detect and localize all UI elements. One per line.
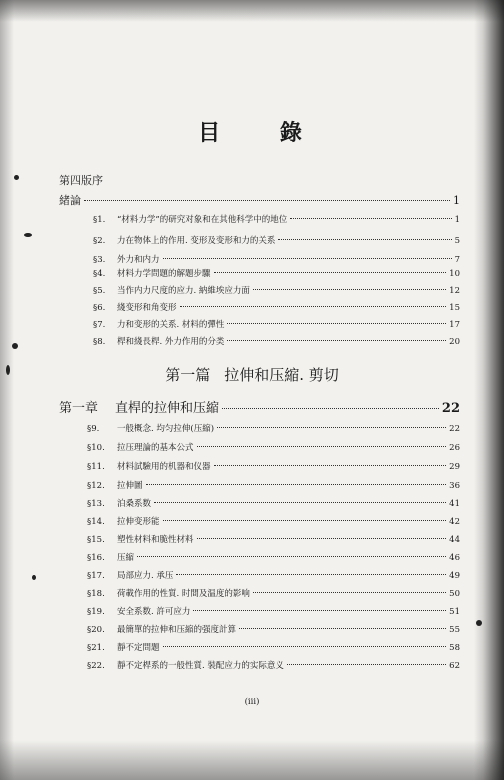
section-title: 安全系数. 許可应力 [117, 607, 191, 617]
section-number: §11. [87, 462, 105, 472]
section-title: 外力和内力 [117, 255, 160, 265]
leader-dots [278, 239, 451, 240]
section-title: 局部应力. 承压 [117, 571, 174, 581]
section-page: 1 [454, 215, 460, 225]
toc-section [93, 335, 460, 349]
toc-entry-preface [59, 172, 460, 188]
toc-section [87, 623, 460, 637]
section-title: 荷載作用的性質. 时間及温度的影响 [117, 589, 250, 599]
leader-dots [253, 592, 446, 593]
section-title: 力在物体上的作用. 变形及变形和力的关系 [117, 236, 276, 246]
leader-dots [176, 574, 446, 575]
scan-speck [24, 233, 32, 237]
leader-dots [290, 218, 451, 219]
section-title: 泊桑系数 [117, 499, 152, 509]
entry-title: 緒論 [59, 194, 81, 207]
leader-dots [214, 272, 447, 273]
section-title: 最簡單的拉伸和压縮的强度計算 [117, 625, 237, 635]
section-title: 当作内力尺度的应力. 納維埃应力面 [117, 286, 250, 296]
entry-title: 第四版序 [59, 174, 103, 187]
toc-entry-intro [59, 192, 460, 208]
section-title: 拉压理論的基本公式 [117, 443, 194, 453]
toc-section [87, 515, 460, 529]
toc-section [93, 213, 460, 227]
section-number: §13. [87, 499, 105, 509]
toc-section [87, 551, 460, 565]
section-page: 36 [449, 481, 460, 491]
chapter-title: 直桿的拉伸和压縮 [115, 401, 220, 415]
toc-section [87, 569, 460, 583]
section-title: 塑性材料和脆性材料 [117, 535, 194, 545]
toc-section [87, 479, 460, 493]
scan-speck [14, 175, 19, 180]
section-title: 綫变形和角变形 [117, 303, 177, 313]
section-page: 41 [449, 499, 460, 509]
leader-dots [227, 323, 446, 324]
toc-section [93, 267, 460, 281]
section-page: 17 [449, 320, 460, 330]
toc-section [87, 441, 460, 455]
toc-section [87, 605, 460, 619]
section-page: 15 [449, 303, 460, 313]
section-number: §10. [87, 443, 105, 453]
section-page: 42 [449, 517, 460, 527]
section-number: §18. [87, 589, 105, 599]
leader-dots [154, 502, 446, 503]
part-label: 第一篇 [165, 366, 211, 384]
section-number: §2. [93, 236, 106, 246]
leader-dots [197, 538, 447, 539]
section-number: §4. [93, 269, 106, 279]
leader-dots [287, 664, 446, 665]
toc-section [93, 253, 460, 267]
leader-dots [146, 484, 447, 485]
part-title: 拉伸和压縮. 剪切 [224, 366, 339, 384]
section-title: “材料力学”的研究对象和在其他科学中的地位 [117, 215, 288, 225]
section-number: §21. [87, 643, 105, 653]
section-page: 5 [454, 236, 460, 246]
section-title: 一般概念. 均匀拉伸(压縮) [117, 424, 215, 434]
section-number: §17. [87, 571, 105, 581]
section-number: §6. [93, 303, 106, 313]
section-number: §9. [87, 424, 100, 434]
scan-speck [32, 575, 36, 580]
section-number: §14. [87, 517, 105, 527]
section-number: §15. [87, 535, 105, 545]
section-page: 49 [449, 571, 460, 581]
chapter-page: 22 [441, 401, 460, 415]
chapter-number: 第一章 [59, 401, 99, 415]
section-page: 55 [449, 625, 460, 635]
section-title: 压縮 [117, 553, 135, 563]
section-number: §3. [93, 255, 106, 265]
scan-edge-top [0, 0, 504, 22]
toc-section [93, 284, 460, 298]
section-page: 7 [454, 255, 460, 265]
section-title: 桿和綫長桿. 外力作用的分类 [117, 337, 225, 347]
leader-dots [137, 556, 446, 557]
section-number: §19. [87, 607, 105, 617]
section-page: 62 [449, 661, 460, 671]
section-page: 58 [449, 643, 460, 653]
toc-section [87, 422, 460, 436]
entry-page: 1 [453, 194, 460, 207]
toc-section [87, 497, 460, 511]
section-title: 拉伸圖 [117, 481, 143, 491]
toc-section [87, 460, 460, 474]
scan-speck [12, 343, 18, 349]
section-number: §8. [93, 337, 106, 347]
toc-section [93, 301, 460, 315]
leader-dots [180, 306, 447, 307]
leader-dots [163, 258, 452, 259]
scan-edge-bottom [0, 740, 504, 780]
section-page: 10 [449, 269, 460, 279]
leader-dots [197, 446, 447, 447]
section-page: 50 [449, 589, 460, 599]
section-page: 44 [449, 535, 460, 545]
toc-section [87, 659, 460, 673]
leader-dots [84, 200, 450, 201]
toc-section [87, 533, 460, 547]
leader-dots [214, 465, 447, 466]
toc-chapter [59, 397, 460, 415]
toc-section [87, 587, 460, 601]
section-number: §22. [87, 661, 105, 671]
toc-section [93, 318, 460, 332]
section-page: 51 [449, 607, 460, 617]
section-number: §12. [87, 481, 105, 491]
leader-dots [163, 520, 447, 521]
section-number: §20. [87, 625, 105, 635]
section-number: §1. [93, 215, 106, 225]
leader-dots [253, 289, 446, 290]
toc-section [93, 234, 460, 248]
leader-dots [217, 427, 446, 428]
section-number: §5. [93, 286, 106, 296]
section-page: 12 [449, 286, 460, 296]
section-number: §16. [87, 553, 105, 563]
section-title: 靜不定問題 [117, 643, 160, 653]
section-title: 靜不定桿系的一般性質. 裝配应力的实际意义 [117, 661, 284, 671]
section-title: 力和变形的关系. 材料的彈性 [117, 320, 225, 330]
page-title: 目 錄 [198, 120, 328, 146]
leader-dots [227, 340, 446, 341]
leader-dots [239, 628, 446, 629]
scan-speck [476, 620, 482, 626]
section-title: 拉伸变形能 [117, 517, 160, 527]
section-page: 26 [449, 443, 460, 453]
section-page: 46 [449, 553, 460, 563]
part-heading [0, 364, 504, 385]
section-page: 29 [449, 462, 460, 472]
section-title: 材料力学問題的解題步驟 [117, 269, 211, 279]
page-number-footer: (iii) [244, 697, 260, 707]
section-title: 材料試驗用的机器和仪器 [117, 462, 211, 472]
leader-dots [222, 408, 439, 409]
section-page: 22 [449, 424, 460, 434]
section-page: 20 [449, 337, 460, 347]
section-number: §7. [93, 320, 106, 330]
leader-dots [193, 610, 446, 611]
toc-section [87, 641, 460, 655]
leader-dots [163, 646, 447, 647]
